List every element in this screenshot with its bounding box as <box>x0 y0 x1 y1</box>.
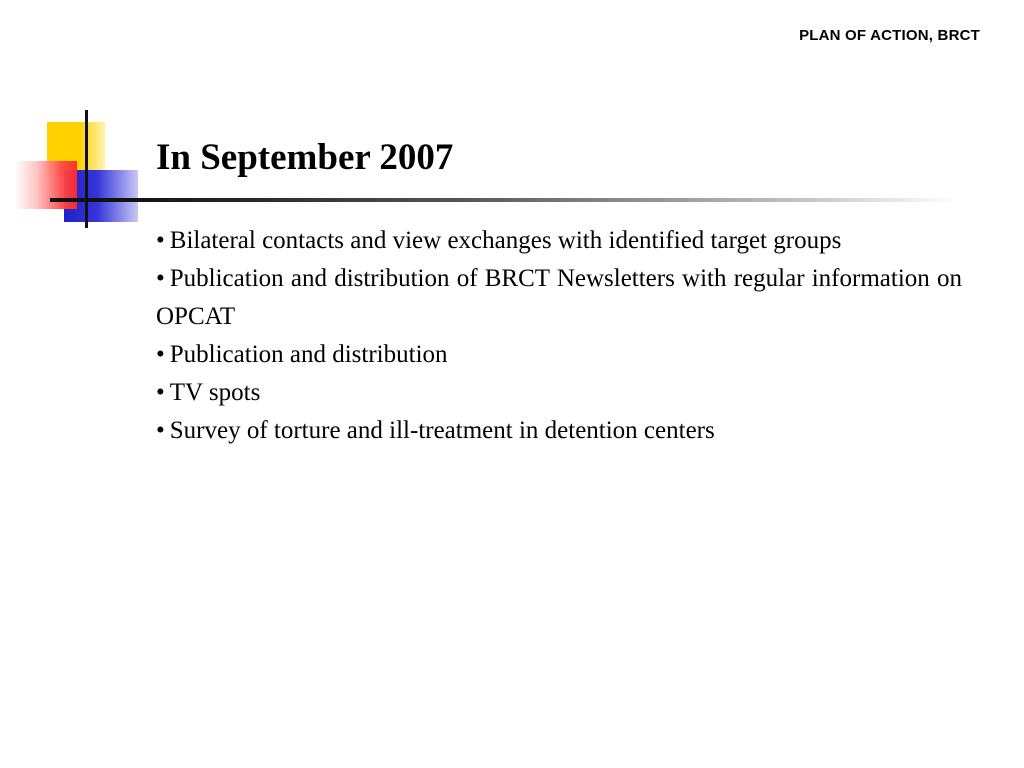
bullet-icon: • <box>156 341 165 368</box>
bullet-icon: • <box>156 417 165 444</box>
bullet-icon: • <box>156 379 165 406</box>
bullet-text: Publication and distribution <box>169 341 448 368</box>
bullet-list <box>156 222 962 450</box>
title-underline <box>50 198 960 202</box>
decorative-squares <box>0 0 160 240</box>
slide-title: In September 2007 <box>156 137 454 178</box>
bullet-text: Publication and distribution of BRCT Newsletters with regular information on OPCAT <box>156 265 962 330</box>
list-item <box>156 336 962 374</box>
header-text: PLAN OF ACTION, BRCT <box>799 27 980 44</box>
list-item <box>156 260 962 336</box>
vertical-rule <box>85 110 88 228</box>
list-item <box>156 222 962 260</box>
bullet-text: Bilateral contacts and view exchanges with identified target groups <box>169 227 842 254</box>
bullet-text: TV spots <box>169 379 261 406</box>
list-item <box>156 412 962 450</box>
list-item <box>156 374 962 412</box>
bullet-icon: • <box>156 265 165 292</box>
bullet-text: Survey of torture and ill-treatment in detention centers <box>169 417 715 444</box>
bullet-icon: • <box>156 227 165 254</box>
